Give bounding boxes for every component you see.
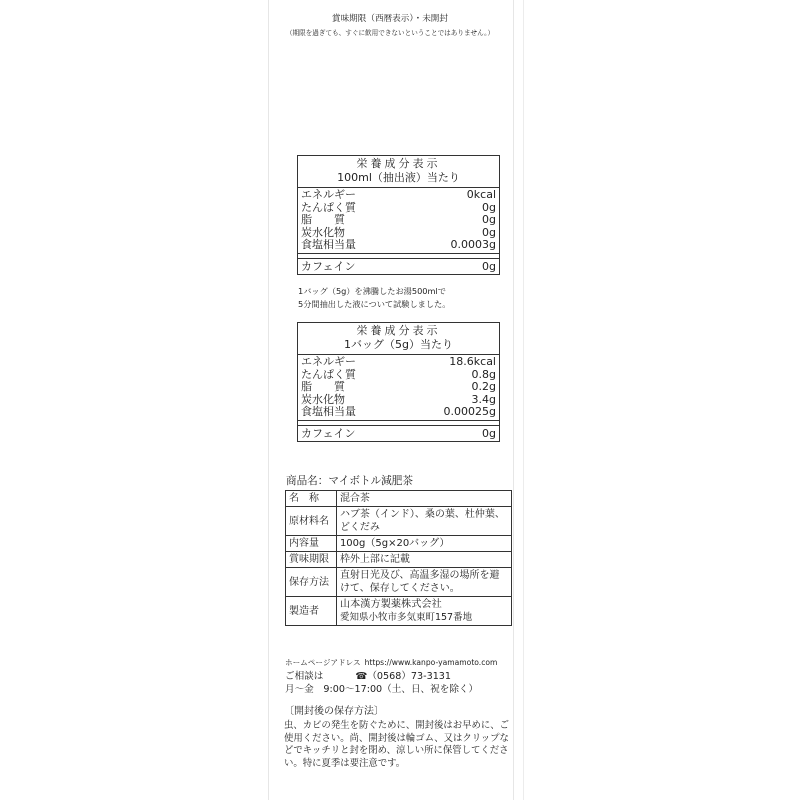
nutrition-table-100ml: [297, 155, 500, 275]
manufacturer-address: 愛知県小牧市多気東町157番地: [339, 612, 473, 623]
row-key: 内容量: [286, 536, 337, 552]
nutrition-header: [298, 156, 499, 188]
homepage-label: ホームページアドレス: [285, 658, 361, 667]
panel-fold-line: [523, 0, 524, 800]
row-value: 枠外上部に記載: [336, 552, 511, 568]
nutrition-rows: [298, 188, 499, 254]
product-row-best-before: [286, 552, 512, 568]
nutrition-row-energy: エネルギー 18.6kcal: [301, 355, 496, 368]
product-row-manufacturer: [286, 597, 512, 626]
row-value: 100g（5g×20バッグ）: [336, 536, 511, 552]
nutrition-row-carbohydrate: 炭水化物 0g: [301, 225, 496, 239]
best-before-heading: 賞味期限（西暦表示）・未開封: [331, 14, 448, 24]
contact-block: [285, 671, 478, 696]
manufacturer-name: 山本漢方製薬株式会社: [339, 599, 442, 610]
product-row-storage: [286, 568, 512, 597]
after-opening-body: 虫、カビの発生を防ぐために、開封後はお早めに、ご使用ください。尚、開封後は輪ゴム、又はクリップなどでキッチリと封を閉め、涼しい所に保管してください。特に夏季は要注意です。: [284, 720, 510, 769]
product-row-category: [286, 491, 512, 507]
row-value: 直射日光及び、高温多湿の場所を避けて、保存してください。: [336, 568, 511, 597]
product-row-ingredients: [286, 507, 512, 536]
row-key: 名 称: [286, 491, 337, 507]
contact-phone: ☎（0568）73-3131: [355, 671, 452, 682]
nutrition-row-caffeine: カフェイン 0g: [301, 259, 496, 273]
nutrition-test-note-line2: 5分間抽出した液について試験しました。: [298, 299, 451, 309]
row-key: 保存方法: [286, 568, 337, 597]
nutrition-header: [298, 323, 499, 355]
product-info-table: [285, 490, 512, 626]
contact-label: ご相談は: [285, 671, 324, 682]
nutrition-basis: 1バッグ（5g）当たり: [344, 338, 453, 351]
nutrition-basis: 100ml（抽出液）当たり: [337, 171, 460, 184]
nutrition-row-carbohydrate: 炭水化物 3.4g: [301, 392, 496, 406]
nutrition-test-note-line1: 1バッグ（5g）を沸騰したお湯500mlで: [298, 286, 446, 296]
nutrition-title: 栄養成分表示: [356, 324, 441, 337]
nutrition-row-energy: エネルギー 0kcal: [301, 188, 496, 201]
nutrition-row-caffeine: カフェイン 0g: [301, 426, 496, 440]
nutrition-row-salt: 食塩相当量 0.0003g: [301, 238, 496, 251]
product-name: 商品名：マイボトル減肥茶: [286, 475, 413, 487]
nutrition-table-bag: [297, 322, 500, 442]
row-key: 製造者: [286, 597, 337, 626]
best-before-note: （期限を過ぎても、すぐに飲用できないということではありません。）: [285, 29, 495, 37]
after-opening-section: [284, 705, 511, 770]
row-key: 原材料名: [286, 507, 337, 536]
nutrition-row-fat: 脂 質 0.2g: [301, 380, 496, 393]
homepage-line: [285, 657, 497, 668]
nutrition-row-salt: 食塩相当量 0.00025g: [301, 405, 496, 418]
nutrition-row-fat: 脂 質 0g: [301, 213, 496, 226]
nutrition-row-protein: たんぱく質 0.8g: [301, 367, 496, 381]
contact-hours: 月～金 9:00～17:00（土、日、祝を除く）: [285, 683, 479, 695]
homepage-url: https://www.kanpo-yamamoto.com: [364, 658, 498, 667]
nutrition-row-protein: たんぱく質 0g: [301, 200, 496, 214]
row-key: 賞味期限: [286, 552, 337, 568]
product-row-net-weight: [286, 536, 512, 552]
after-opening-title: 〔開封後の保存方法〕: [284, 706, 384, 717]
nutrition-title: 栄養成分表示: [356, 157, 441, 170]
row-value: [336, 597, 511, 626]
nutrition-rows: [298, 355, 499, 421]
row-value: ハブ茶（インド）、桑の葉、杜仲葉、どくだみ: [336, 507, 511, 536]
row-value: 混合茶: [336, 491, 511, 507]
